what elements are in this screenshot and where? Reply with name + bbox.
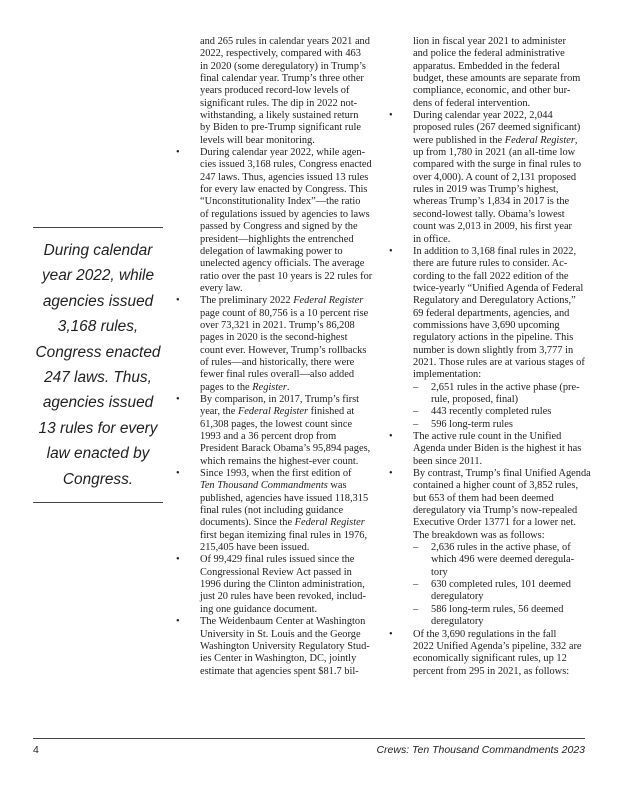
text-line: over 73,321 in 2021. Trump’s 86,208 — [200, 319, 355, 331]
text-line: but 653 of them had been deemed — [413, 492, 554, 504]
text-line: delegation of lawmaking power to — [200, 245, 343, 257]
text-line: University in St. Louis and the George — [200, 628, 361, 640]
pull-quote-line: 3,168 rules, — [57, 318, 139, 336]
text-line: Washington University Regulatory Stud- — [200, 640, 370, 652]
sub-item — [389, 542, 595, 579]
text-line: just 20 rules have been revoked, includ- — [200, 591, 366, 603]
bullet-item — [176, 468, 380, 554]
text-line: apparatus. Embedded in the federal — [413, 60, 560, 72]
text-line — [200, 517, 380, 529]
text-line: In addition to 3,168 final rules in 2022, — [413, 245, 577, 257]
text-line: regulatory actions in the pipeline. This — [413, 332, 574, 344]
text-line: budget, these amounts are separate from — [413, 73, 581, 85]
text-line: over 4,000). A count of 2,131 proposed — [413, 171, 577, 183]
page-number: 4 — [33, 744, 39, 756]
text-line — [200, 382, 380, 394]
italic-title: Federal Register — [294, 517, 365, 529]
bullet-icon: • — [389, 431, 393, 442]
text-line: 69 federal departments, agencies, and — [413, 307, 570, 319]
pull-quote-line: Congress. — [62, 470, 134, 488]
text-column-right — [389, 36, 595, 678]
bullet-icon: • — [176, 616, 180, 628]
text-line: deregulatory — [431, 591, 484, 603]
text-line: of rules—and historically, there were — [200, 356, 355, 368]
dash-icon: – — [413, 579, 419, 591]
text-line: by Biden to pre-Trump significant rule — [200, 122, 361, 134]
text-line: been since 2011. — [413, 455, 483, 467]
bullet-icon: • — [176, 147, 180, 159]
italic-title: Ten Thousand Commandments — [200, 480, 328, 492]
text-line: 61,308 pages, the lowest count since — [200, 418, 353, 430]
text-line: compliance, economic, and other bur- — [413, 85, 571, 97]
text-line: Congressional Review Act passed in — [200, 566, 352, 578]
italic-title: Federal Register — [293, 295, 364, 307]
bullet-item — [389, 629, 595, 678]
pull-quote-line: During calendar — [43, 242, 153, 259]
text-line: 247 laws. Thus, agencies issued 13 rules — [200, 171, 369, 183]
text-line — [200, 406, 380, 418]
bullet-icon: • — [176, 393, 180, 405]
italic-title: Federal Register — [237, 406, 309, 418]
text-line: years produced record-low levels of — [200, 85, 350, 97]
text-line: cies issued 3,168 rules, Congress enacted — [200, 159, 372, 171]
text-line: and 265 rules in calendar years 2021 and — [200, 36, 370, 47]
text-line: for every law enacted by Congress. This — [200, 184, 368, 196]
text-line: which 496 were deemed deregula- — [431, 554, 575, 566]
text-span: year, the — [200, 406, 238, 418]
text-line — [200, 295, 380, 307]
running-footer — [376, 744, 585, 756]
text-line: dens of federal intervention. — [413, 97, 531, 109]
text-line: pages in 2020 is the second-highest — [200, 332, 348, 344]
pull-quote-line: 247 laws. Thus, — [44, 369, 152, 387]
pull-quote-line: agencies issued — [42, 292, 154, 310]
bullet-item — [389, 468, 595, 542]
pull-quote-line: Congress enacted — [35, 343, 161, 361]
text-span: were published in the — [413, 134, 505, 146]
text-line: Of 99,429 final rules issued since the — [200, 554, 355, 566]
text-line: tory — [431, 566, 448, 578]
sub-item — [389, 406, 595, 418]
bullet-item — [176, 554, 380, 616]
text-line — [413, 135, 595, 147]
text-line: in 2020 (some deregulatory) in Trump’s — [200, 60, 366, 72]
text-line: twice-yearly “Unified Agenda of Federal — [413, 282, 584, 294]
text-line: 215,405 have been issued. — [200, 542, 310, 554]
text-line: whereas Trump’s 1,834 in 2017 is the — [413, 196, 570, 208]
text-line: significant rules. The dip in 2022 not- — [200, 97, 358, 109]
italic-title: Federal Register — [504, 134, 575, 146]
text-line: President Barack Obama’s 95,894 pages, — [200, 443, 371, 455]
text-line: 2,636 rules in the active phase, of — [431, 542, 571, 554]
dash-icon: – — [413, 406, 419, 418]
text-line: rules in 2019 was Trump’s highest, — [413, 184, 559, 196]
text-line: 596 long-term rules — [431, 418, 513, 430]
text-line: During calendar year 2022, 2,044 — [413, 110, 553, 122]
text-line: ratio over the past 10 years is 22 rules for — [200, 270, 373, 282]
text-span: , — [574, 134, 578, 146]
text-column-left — [176, 36, 380, 678]
footer-author: Crews: — [376, 744, 413, 756]
text-line: ing one guidance document. — [200, 603, 318, 615]
text-line: page count of 80,756 is a 10 percent rise — [200, 307, 369, 319]
text-line: every law. — [200, 282, 243, 294]
text-line: withstanding, a likely sustained return — [200, 110, 359, 122]
text-line: Of the 3,690 regulations in the fall — [413, 628, 557, 640]
bullet-icon: • — [176, 554, 180, 566]
sub-item — [389, 382, 595, 407]
text-line: “Unconstitutionality Index”—the ratio — [200, 196, 361, 208]
sub-item — [389, 419, 595, 431]
text-line: 1996 during the Clinton administration, — [200, 579, 365, 591]
text-span: The preliminary 2022 — [200, 295, 294, 307]
text-line: number is down slightly from 3,777 in — [413, 344, 574, 356]
text-line: By contrast, Trump’s final Unified Agenda — [413, 468, 591, 480]
text-line: By comparison, in 2017, Trump’s first — [200, 393, 360, 405]
text-line: Agenda under Biden is the highest it has — [413, 443, 582, 455]
text-line: rule, proposed, final) — [431, 393, 519, 405]
text-line: percent from 295 in 2021, as follows: — [413, 665, 570, 677]
text-span: finished at — [308, 406, 355, 418]
bullet-icon: • — [389, 110, 393, 122]
sub-item — [389, 579, 595, 604]
text-line: 2,651 rules in the active phase (pre- — [431, 381, 580, 393]
text-line — [200, 480, 380, 492]
text-line: ies Center in Washington, DC, jointly — [200, 653, 357, 665]
text-line: final calendar year. Trump’s three other — [200, 73, 364, 85]
text-line: count was 2,013 in 2009, his first year — [413, 221, 573, 233]
text-line: economically significant rules, up 12 — [413, 653, 567, 665]
pull-quote-line: 13 rules for every — [38, 419, 158, 437]
pull-quote — [33, 227, 163, 503]
text-line: 630 completed rules, 101 deemed — [431, 579, 571, 591]
bullet-icon: • — [176, 468, 180, 480]
sub-item — [389, 604, 595, 629]
text-line: 586 long-term rules, 56 deemed — [431, 603, 564, 615]
text-line: fewer final rules overall—also added — [200, 369, 355, 381]
text-line: compared with the surge in final rules to — [413, 159, 582, 171]
text-line: contained a higher count of 3,852 rules, — [413, 480, 579, 492]
bullet-icon: • — [389, 628, 393, 640]
text-line: 2021. Those rules are at various stages of — [413, 356, 585, 368]
dash-icon: – — [413, 381, 419, 393]
text-line: During calendar year 2022, while agen- — [200, 147, 366, 159]
dash-icon: – — [413, 603, 419, 615]
text-line: Since 1993, when the first edition of — [200, 468, 352, 480]
text-line: passed by Congress and signed by the — [200, 221, 358, 233]
continued-paragraph — [176, 36, 380, 147]
bullet-item — [389, 246, 595, 382]
text-line: which remains the highest-ever count. — [200, 455, 359, 467]
pull-quote-line: law enacted by — [46, 445, 150, 463]
bullet-item — [389, 431, 595, 468]
text-line: unelected agency officials. The average — [200, 258, 365, 270]
text-line: second-lowest tally. Obama’s lowest — [413, 208, 565, 220]
text-line: 2022 Unified Agenda’s pipeline, 332 are — [413, 640, 582, 652]
text-line: implementation: — [413, 369, 482, 381]
pull-quote-line: agencies issued — [42, 394, 154, 412]
pull-quote-line: year 2022, while — [41, 267, 155, 285]
text-line: levels will bear monitoring. — [200, 134, 315, 146]
text-line: 1993 and a 36 percent drop from — [200, 431, 337, 442]
text-line: in office. — [413, 233, 451, 245]
bullet-icon: • — [176, 295, 180, 307]
italic-title: Register — [252, 381, 287, 393]
bullet-item — [176, 616, 380, 678]
text-line: final rules (not including guidance — [200, 505, 344, 517]
text-span: pages to the — [200, 381, 253, 393]
text-line: The Weidenbaum Center at Washington — [200, 616, 366, 628]
bullet-icon: • — [389, 468, 393, 480]
text-line: first began itemizing final rules in 1976, — [200, 529, 368, 541]
text-line: count ever. However, Trump’s rollbacks — [200, 344, 367, 356]
continued-paragraph — [389, 36, 595, 110]
text-line: and police the federal administrative — [413, 48, 565, 60]
text-line: Executive Order 13771 for a lower net. — [413, 517, 577, 529]
text-line: 443 recently completed rules — [431, 406, 552, 418]
text-span: . — [286, 381, 290, 393]
text-span: documents). Since the — [200, 517, 295, 529]
text-line: deregulatory via Trump’s now-repealed — [413, 505, 578, 517]
text-line: Regulatory and Deregulatory Actions,” — [413, 295, 576, 307]
text-line: commissions have 3,690 upcoming — [413, 319, 560, 331]
text-line: The active rule count in the Unified — [413, 431, 562, 442]
text-line: there are future rules to consider. Ac- — [413, 258, 568, 270]
footer-title: Ten Thousand Commandments 2023 — [412, 744, 585, 756]
text-line: 2022, respectively, compared with 463 — [200, 48, 361, 60]
bullet-item — [176, 295, 380, 394]
bullet-item — [176, 394, 380, 468]
text-line: president—highlights the entrenched — [200, 233, 354, 245]
bullet-item — [176, 147, 380, 295]
text-line: up from 1,780 in 2021 (an all-time low — [413, 147, 576, 159]
text-line: published, agencies have issued 118,315 — [200, 492, 369, 504]
bullet-item — [389, 110, 595, 246]
text-line: proposed rules (267 deemed significant) — [413, 122, 581, 134]
text-line: The breakdown was as follows: — [413, 529, 545, 541]
dash-icon: – — [413, 542, 419, 554]
text-span: was — [327, 480, 347, 492]
text-line: of regulations issued by agencies to laws — [200, 208, 370, 220]
dash-icon: – — [413, 418, 419, 430]
text-line: lion in fiscal year 2021 to administer — [413, 36, 566, 47]
bullet-icon: • — [389, 245, 393, 257]
page-footer — [33, 738, 585, 756]
text-line: cording to the fall 2022 edition of the — [413, 270, 569, 282]
text-line: estimate that agencies spent $81.7 bil- — [200, 665, 359, 677]
text-line: deregulatory — [431, 616, 484, 628]
